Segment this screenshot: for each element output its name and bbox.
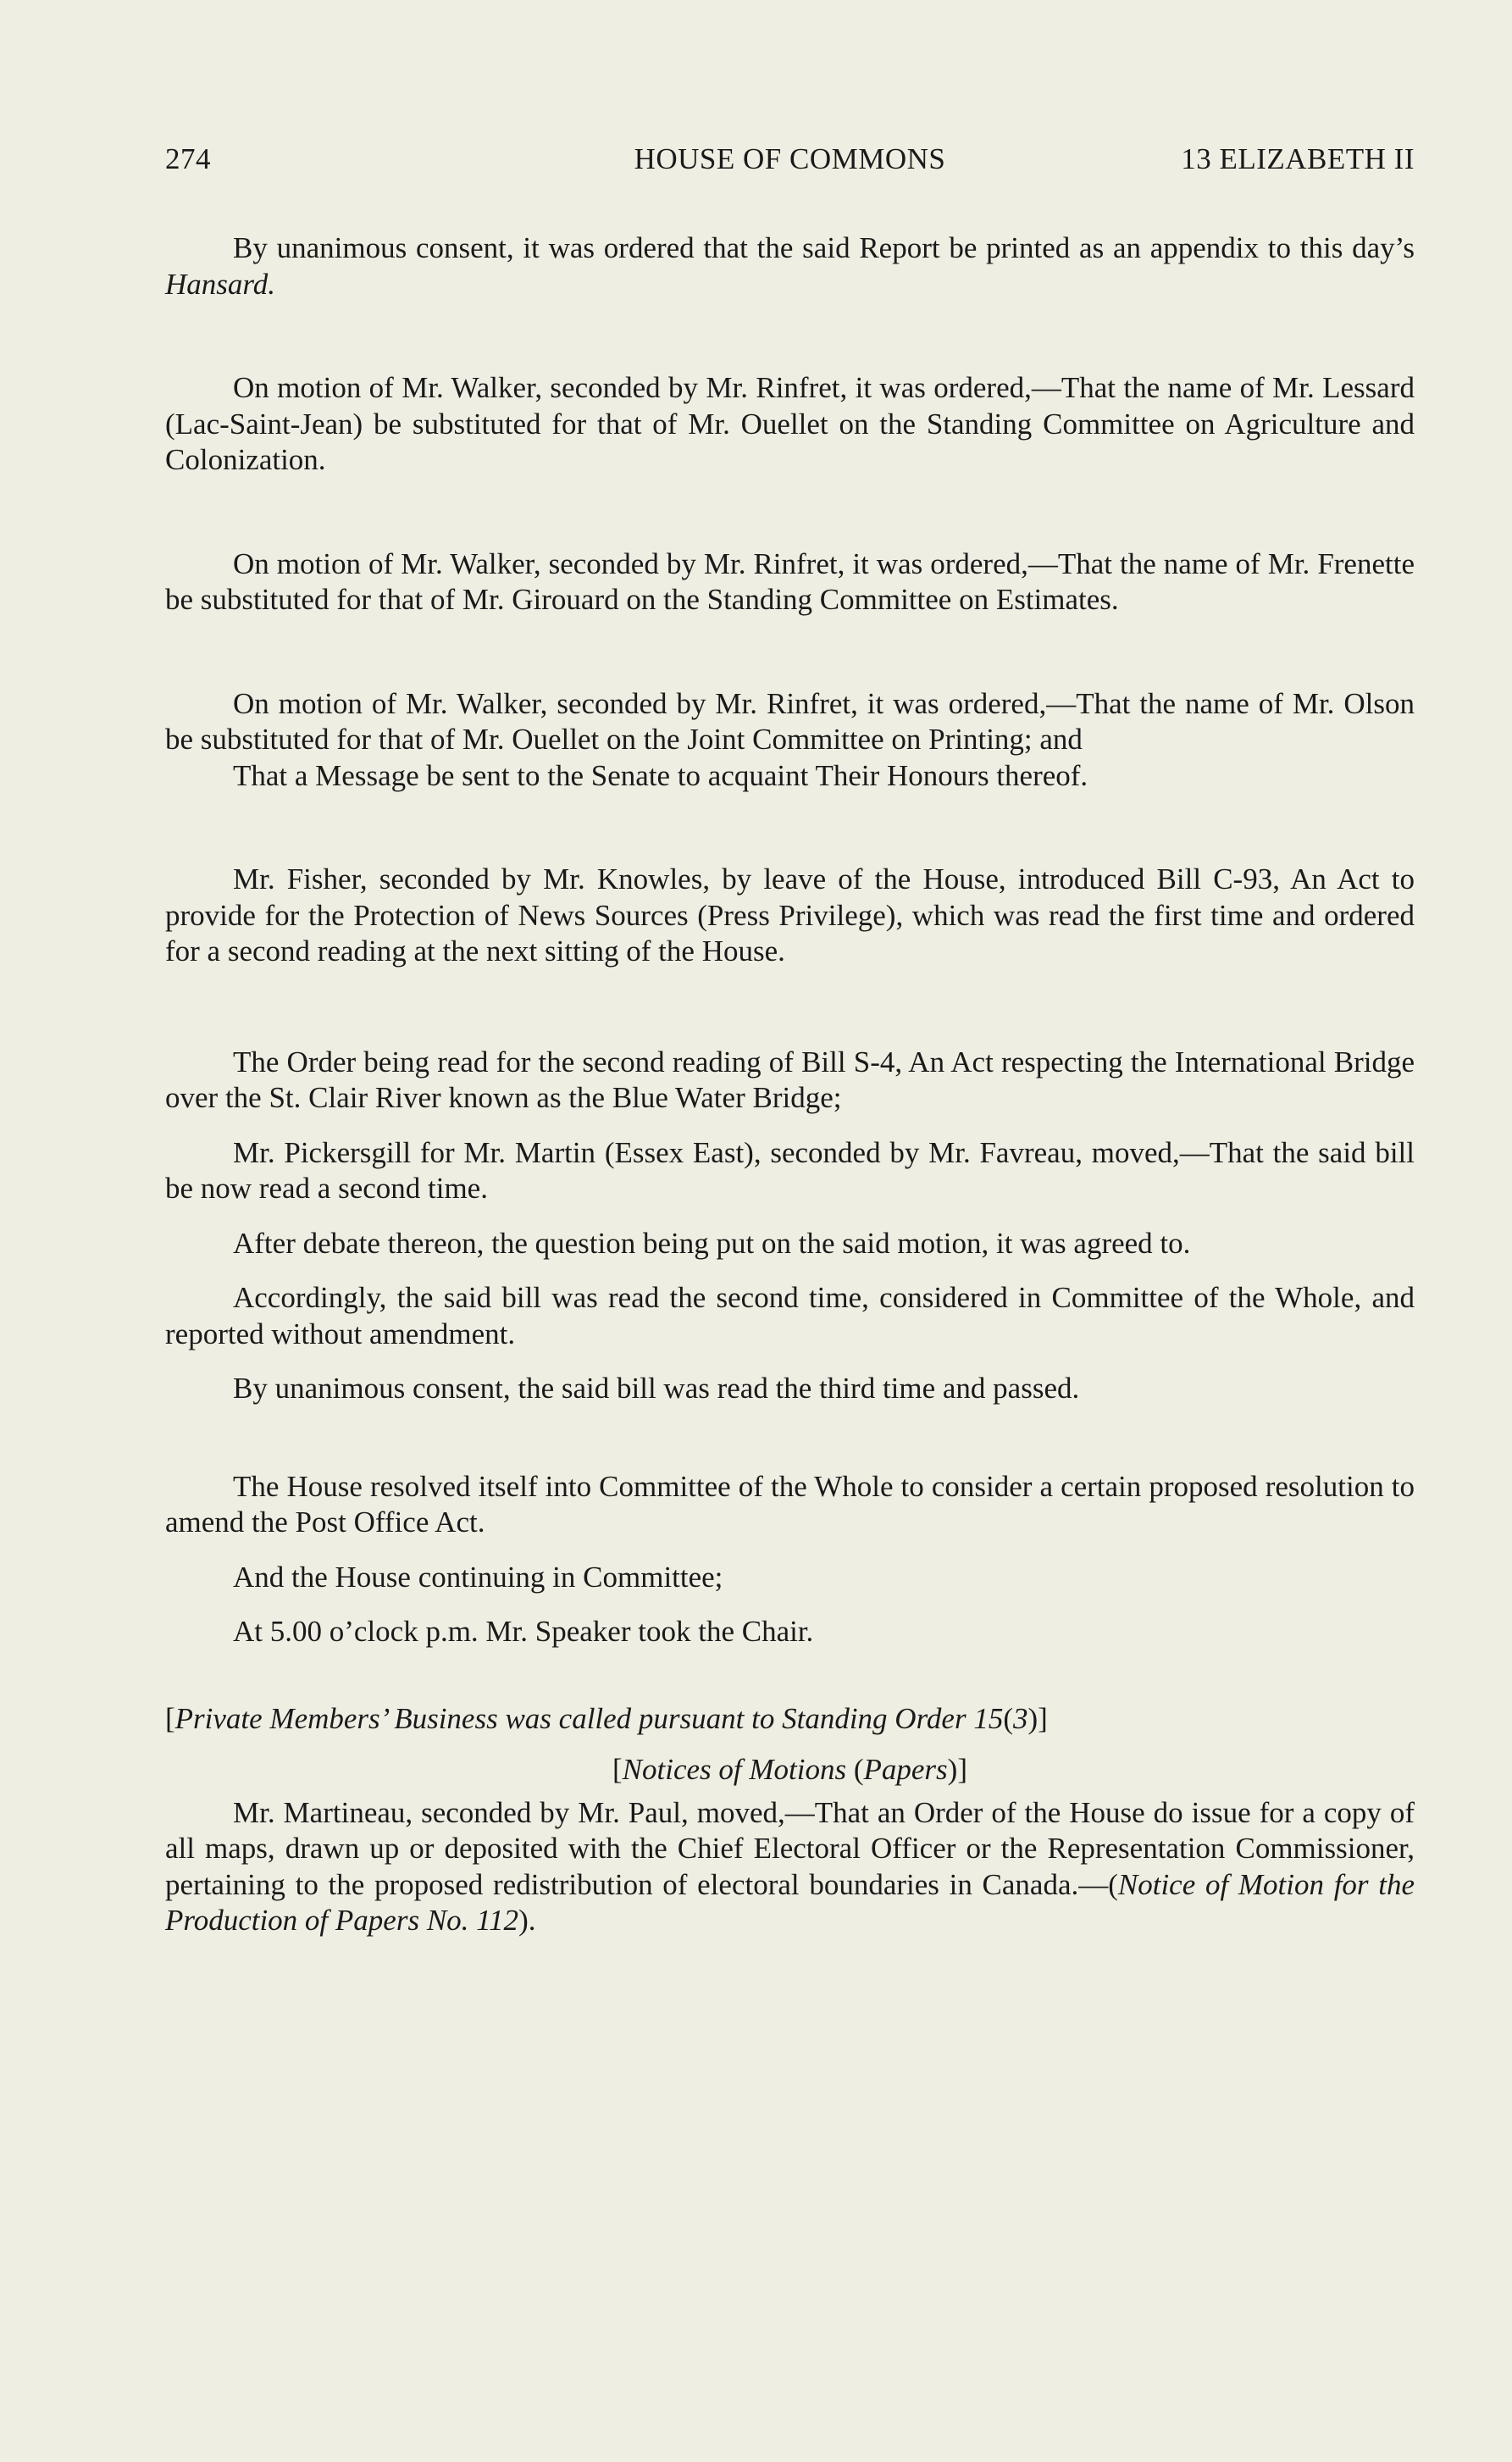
paragraph-motion-lessard: On motion of Mr. Walker, seconded by Mr. Rinfret, it was ordered,—That the name of Mr. Lessard (Lac-Saint-Jean) be substituted for that of Mr. Ouellet on the Standing Committee on Agriculture and Colonization. bbox=[165, 371, 1415, 476]
standing-order-number: 3 bbox=[1012, 1701, 1028, 1735]
paragraph-motion-olson: On motion of Mr. Walker, seconded by Mr. Rinfret, it was ordered,—That the name of Mr. Olson be substituted for that of Mr. Ouellet on the Joint Committee on Printing; and bbox=[165, 686, 1415, 756]
page-body bbox=[165, 230, 1415, 1939]
header-title: HOUSE OF COMMONS bbox=[634, 142, 946, 175]
notices-italic: Notices of Motions bbox=[622, 1753, 854, 1786]
paren-close: ). bbox=[518, 1904, 536, 1937]
paragraph-martineau-motion bbox=[165, 1795, 1415, 1939]
paragraph-text: Mr. Martineau, seconded by Mr. Paul, moved,—That an Order of the House do issue for a copy of all maps, drawn up or deposited with the Chief Electoral Officer or the Representation Commissioner, pertaining to the proposed redistribution of electoral boundaries in Canada.— bbox=[165, 1795, 1415, 1901]
paragraph-bill-s4-order: The Order being read for the second reading of Bill S-4, An Act respecting the International Bridge over the St. Clair River known as the Blue Water Bridge; bbox=[165, 1045, 1415, 1114]
heading-notices-of-motions bbox=[165, 1752, 1415, 1788]
bracket-close: )] bbox=[1027, 1701, 1048, 1735]
paragraph-senate-message: That a Message be sent to the Senate to acquaint Their Honours thereof. bbox=[233, 758, 1088, 792]
paragraph-speaker-chair: At 5.00 o’clock p.m. Mr. Speaker took the Chair. bbox=[233, 1615, 814, 1648]
paragraph-committee-whole: The House resolved itself into Committee of the Whole to consider a certain proposed resolution to amend the Post Office Act. bbox=[165, 1469, 1415, 1539]
bracket-open: [ bbox=[612, 1753, 623, 1786]
paragraph-second-reading: Accordingly, the said bill was read the second time, considered in Committee of the Whole, and reported without amendment. bbox=[165, 1281, 1415, 1350]
papers-italic: Papers bbox=[863, 1753, 948, 1786]
hansard-italic: Hansard. bbox=[165, 267, 275, 301]
paragraph-bill-c93: Mr. Fisher, seconded by Mr. Knowles, by leave of the House, introduced Bill C-93, An Act to provide for the Protection of News Sources (Press Privilege), which was read the first time and ordered for a second reading at the next sitting of the House. bbox=[165, 862, 1415, 968]
paragraph-motion-frenette: On motion of Mr. Walker, seconded by Mr. Rinfret, it was ordered,—That the name of Mr. Frenette be substituted for that of Mr. Girouard on the Standing Committee on Estimates. bbox=[165, 546, 1415, 616]
private-members-italic: Private Members’ Business was called pursuant to Standing Order 15 bbox=[174, 1701, 1004, 1735]
paragraph-pickersgill-motion: Mr. Pickersgill for Mr. Martin (Essex East), seconded by Mr. Favreau, moved,—That the said bill be now read a second time. bbox=[165, 1135, 1415, 1205]
paren-open: ( bbox=[1108, 1867, 1118, 1901]
bracket-open: [ bbox=[165, 1701, 175, 1735]
bracket-close: )] bbox=[947, 1753, 967, 1786]
paragraph-third-reading: By unanimous consent, the said bill was read the third time and passed. bbox=[233, 1372, 1080, 1405]
paragraph-text: By unanimous consent, it was ordered that the said Report be printed as an appendix to this day’s bbox=[233, 231, 1415, 264]
paragraph-continuing-committee: And the House continuing in Committee; bbox=[233, 1560, 723, 1594]
notice-of-motion-italic: Notice of Motion for the Production of Papers No. 112 bbox=[165, 1867, 1415, 1937]
running-header bbox=[165, 142, 1415, 180]
paragraph-debate-agreed: After debate thereon, the question being put on the said motion, it was agreed to. bbox=[233, 1226, 1191, 1260]
header-regnal-year: 13 ELIZABETH II bbox=[1181, 142, 1415, 175]
heading-private-members-business bbox=[165, 1701, 1415, 1738]
paren-open: ( bbox=[853, 1753, 864, 1786]
paragraph-report-printed bbox=[165, 230, 1415, 302]
paren-open: ( bbox=[1003, 1701, 1013, 1735]
page-number: 274 bbox=[165, 142, 211, 175]
